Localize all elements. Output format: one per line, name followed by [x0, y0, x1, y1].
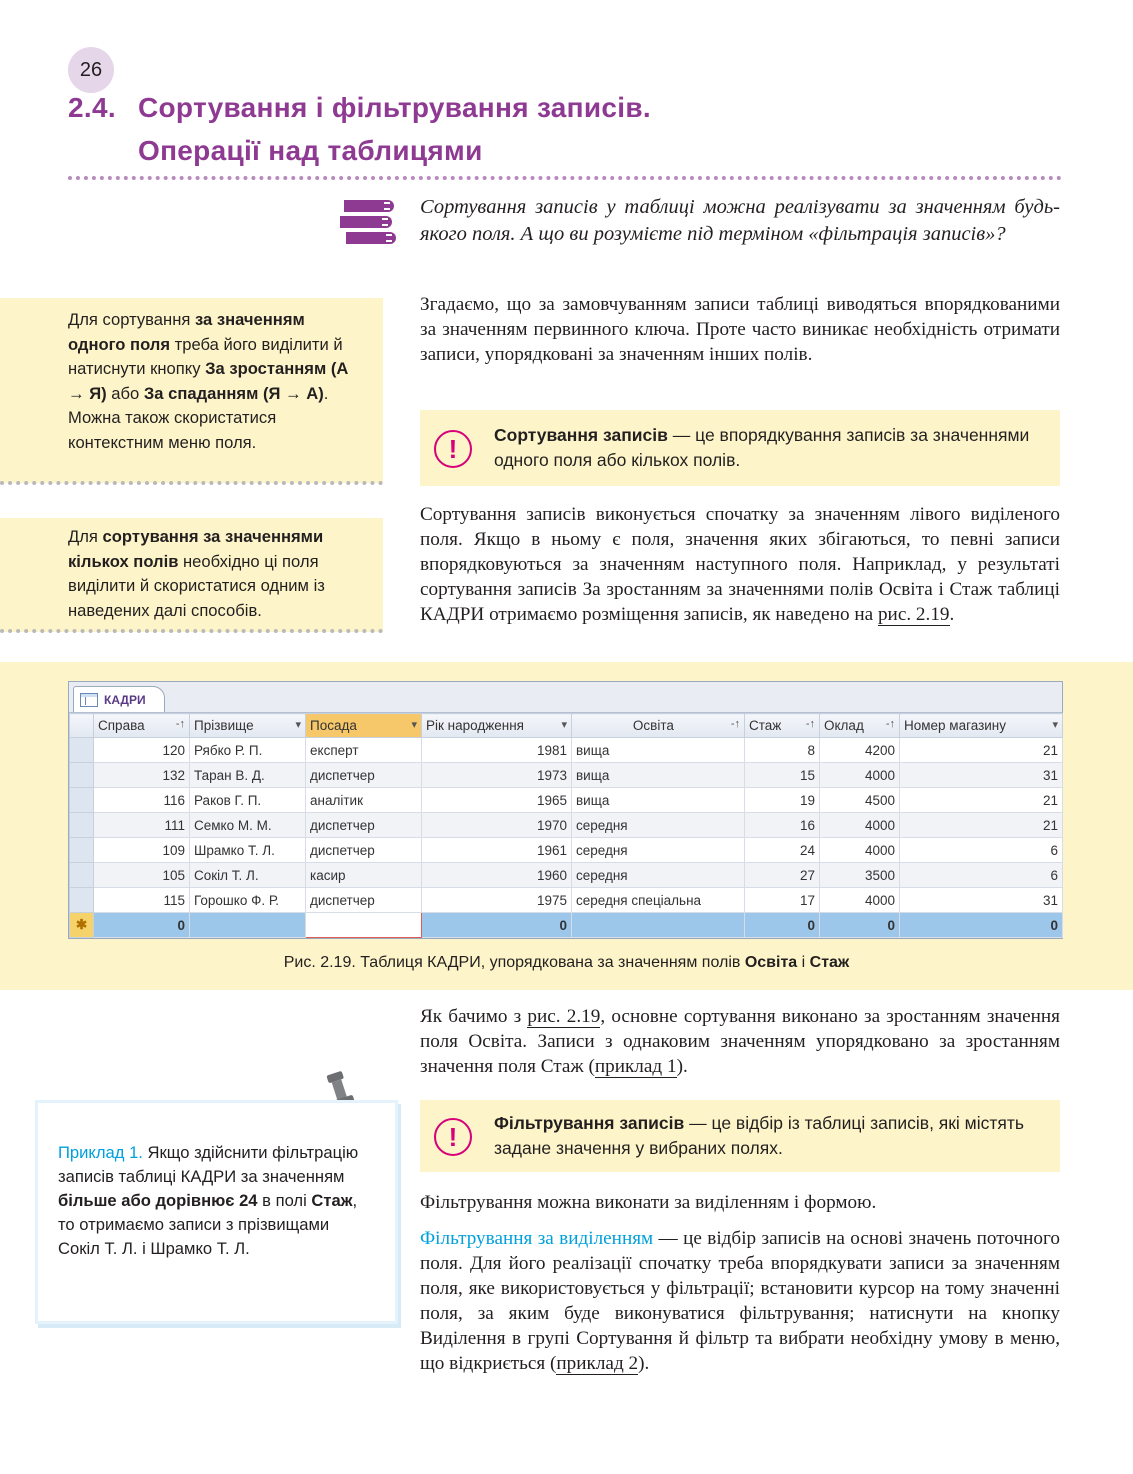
- table-cell[interactable]: 0: [900, 913, 1063, 938]
- table-cell[interactable]: 1981: [422, 738, 572, 763]
- table-cell[interactable]: 1960: [422, 863, 572, 888]
- table-cell[interactable]: диспетчер: [306, 838, 422, 863]
- row-selector[interactable]: [70, 788, 94, 813]
- paragraph-5: Фільтрування за виділенням — це відбір записів на основі значень поточного поля. Для його реалізації спочатку треба впорядкувати записи за значенням поля, яке використовується у фільтрації; встановити курсор на тому значенні поля, за яким буде виконуватися фільтрування; натиснути на кнопку Виділення в групі Сортування й фільтр та вибрати необхідну умову в меню, що відкриється (приклад 2).: [420, 1228, 1061, 1374]
- figure-link-2[interactable]: рис. 2.19: [527, 1006, 601, 1027]
- paragraph-4: Фільтрування можна виконати за виділенням і формою.: [420, 1192, 877, 1213]
- paragraph-3: Як бачимо з рис. 2.19, основне сортування виконано за зростанням значення поля Освіта. Записи з однаковим значенням упорядковано за зростанням значення поля Стаж (приклад 1).: [420, 1006, 1060, 1077]
- table-cell[interactable]: Раков Г. П.: [190, 788, 306, 813]
- table-row[interactable]: [70, 838, 1063, 863]
- column-header-stazh[interactable]: Стаж -↑: [745, 714, 820, 738]
- table-cell[interactable]: середня: [572, 863, 745, 888]
- table-cell[interactable]: експерт: [306, 738, 422, 763]
- table-cell[interactable]: Сокіл Т. Л.: [190, 863, 306, 888]
- table-cell[interactable]: 132: [94, 763, 190, 788]
- table-cell[interactable]: Таран В. Д.: [190, 763, 306, 788]
- definition-filtering: ! Фільтрування записів — це відбір із таблиці записів, які містять задане значення у вибраних полях.: [420, 1100, 1060, 1172]
- column-header-posada[interactable]: Посада ▾: [306, 714, 422, 738]
- section-number: 2.4.: [68, 92, 116, 123]
- row-selector[interactable]: [70, 863, 94, 888]
- page-number: 26: [68, 47, 114, 93]
- table-cell[interactable]: 19: [745, 788, 820, 813]
- table-row[interactable]: [70, 763, 1063, 788]
- table-row[interactable]: [70, 738, 1063, 763]
- table-cell[interactable]: вища: [572, 763, 745, 788]
- row-selector[interactable]: [70, 888, 94, 913]
- table-cell[interactable]: 3500: [820, 863, 900, 888]
- table-row[interactable]: [70, 863, 1063, 888]
- table-row[interactable]: [70, 788, 1063, 813]
- intro-question: Сортування записів у таблиці можна реалізувати за значенням будь-якого поля. А що ви розумієте під терміном «фільтрація записів»?: [420, 196, 1060, 245]
- table-cell[interactable]: 31: [900, 763, 1063, 788]
- example-link-1[interactable]: приклад 1: [594, 1056, 677, 1077]
- table-cell[interactable]: середня: [572, 813, 745, 838]
- table-cell[interactable]: 0: [94, 913, 190, 938]
- tab-kadry[interactable]: [73, 686, 165, 712]
- table-cell[interactable]: 4000: [820, 838, 900, 863]
- example-label: Приклад 1.: [58, 1143, 143, 1162]
- table-cell[interactable]: 4200: [820, 738, 900, 763]
- column-header-oklad[interactable]: Оклад -↑: [820, 714, 900, 738]
- title-divider: [68, 176, 1062, 180]
- row-selector[interactable]: [70, 838, 94, 863]
- table-cell[interactable]: 17: [745, 888, 820, 913]
- table-cell[interactable]: 115: [94, 888, 190, 913]
- table-cell[interactable]: Рябко Р. П.: [190, 738, 306, 763]
- table-row[interactable]: [70, 888, 1063, 913]
- exclamation-icon: !: [434, 1118, 472, 1156]
- section-title-line2: Операції над таблицями: [138, 135, 483, 166]
- table-cell[interactable]: 15: [745, 763, 820, 788]
- table-cell[interactable]: 31: [900, 888, 1063, 913]
- section-title-text1: Сортування і фільтрування записів.: [138, 92, 651, 123]
- exclamation-icon: !: [434, 430, 472, 468]
- table-cell[interactable]: диспетчер: [306, 813, 422, 838]
- side-divider-2: [0, 629, 383, 633]
- table-cell[interactable]: диспетчер: [306, 763, 422, 788]
- table-cell[interactable]: середня: [572, 838, 745, 863]
- column-header-rik-narodzhennia[interactable]: Рік народження ▾: [422, 714, 572, 738]
- paragraph-1: Згадаємо, що за замовчуванням записи таблиці виводяться впорядкованими за значенням первинного ключа. Проте часто виникає необхідність отримати записи, упорядковані за значенням інших полів.: [420, 294, 1060, 365]
- active-cell[interactable]: [306, 913, 422, 938]
- table-cell[interactable]: Шрамко Т. Л.: [190, 838, 306, 863]
- table-cell[interactable]: 109: [94, 838, 190, 863]
- paragraph-2: Сортування записів виконується спочатку за значенням лівого виділеного поля. Якщо в ньому є поля, значення яких збігаються, то певні записи впорядковуються за значенням наступного поля. Наприклад, у результаті сортування записів За зростанням за значеннями полів Освіта і Стаж таблиці КАДРИ отримаємо розміщення записів, як наведено на рис. 2.19.: [420, 504, 1060, 625]
- new-record-row[interactable]: [70, 913, 1063, 938]
- column-header-prizvyshche[interactable]: Прізвище ▾: [190, 714, 306, 738]
- row-selector[interactable]: [70, 813, 94, 838]
- table-cell[interactable]: 1973: [422, 763, 572, 788]
- column-header-osvita[interactable]: Освіта -↑: [572, 714, 745, 738]
- datasheet-grid: [69, 713, 1063, 938]
- table-cell[interactable]: 1970: [422, 813, 572, 838]
- row-selector-header[interactable]: [70, 714, 94, 738]
- table-cell[interactable]: 105: [94, 863, 190, 888]
- table-cell[interactable]: 1965: [422, 788, 572, 813]
- table-icon: [80, 693, 98, 707]
- column-header-nomer-mahazynu[interactable]: Номер магазину ▾: [900, 714, 1063, 738]
- figure-caption: Рис. 2.19. Таблиця КАДРИ, упорядкована за значенням полів Освіта і Стаж: [283, 954, 850, 971]
- table-cell[interactable]: середня спеціальна: [572, 888, 745, 913]
- access-datasheet: [68, 681, 1063, 939]
- table-cell[interactable]: касир: [306, 863, 422, 888]
- table-cell[interactable]: 116: [94, 788, 190, 813]
- table-cell[interactable]: 4000: [820, 763, 900, 788]
- table-cell[interactable]: 120: [94, 738, 190, 763]
- table-cell[interactable]: 27: [745, 863, 820, 888]
- table-cell[interactable]: 16: [745, 813, 820, 838]
- row-selector[interactable]: [70, 763, 94, 788]
- table-cell[interactable]: 111: [94, 813, 190, 838]
- tab-bar: [69, 682, 1062, 713]
- table-cell[interactable]: 24: [745, 838, 820, 863]
- definition-sorting: ! Сортування записів — це впорядкування записів за значеннями одного поля або кількох полів.: [420, 410, 1060, 486]
- table-cell[interactable]: 0: [422, 913, 572, 938]
- side-divider-1: [0, 481, 383, 485]
- books-icon: [338, 194, 398, 250]
- table-cell[interactable]: диспетчер: [306, 888, 422, 913]
- table-cell[interactable]: 21: [900, 738, 1063, 763]
- table-cell[interactable]: Семко М. М.: [190, 813, 306, 838]
- row-selector[interactable]: [70, 738, 94, 763]
- tab-label: КАДРИ: [104, 692, 146, 707]
- table-cell[interactable]: 21: [900, 813, 1063, 838]
- table-cell[interactable]: 21: [900, 788, 1063, 813]
- table-cell[interactable]: вища: [572, 788, 745, 813]
- example-1-card: Приклад 1. Якщо здійснити фільтрацію записів таблиці КАДРИ за значенням більше або дорівнює 24 в полі Стаж, то отримаємо записи з прізвищами Сокіл Т. Л. і Шрамко Т. Л.: [38, 1103, 395, 1321]
- table-cell[interactable]: Горошко Ф. Р.: [190, 888, 306, 913]
- table-cell[interactable]: аналітик: [306, 788, 422, 813]
- example-link-2[interactable]: приклад 2: [556, 1353, 639, 1374]
- table-cell[interactable]: [190, 913, 306, 938]
- table-cell[interactable]: 6: [900, 863, 1063, 888]
- table-cell[interactable]: 1975: [422, 888, 572, 913]
- section-title-line1: [68, 92, 651, 124]
- table-cell[interactable]: вища: [572, 738, 745, 763]
- table-cell[interactable]: 4000: [820, 888, 900, 913]
- table-cell[interactable]: 8: [745, 738, 820, 763]
- table-cell[interactable]: 4000: [820, 813, 900, 838]
- datasheet-body: [70, 738, 1063, 938]
- side-note-sort-multiple-fields: Для сортування за значеннями кількох полів необхідно ці поля виділити й скористатися одним із наведених далі способів.: [0, 518, 383, 632]
- table-cell[interactable]: 4500: [820, 788, 900, 813]
- column-header-sprava[interactable]: Справа -↑: [94, 714, 190, 738]
- table-cell[interactable]: 0: [745, 913, 820, 938]
- table-cell[interactable]: 0: [820, 913, 900, 938]
- term-filter-by-selection: Фільтрування за виділенням: [420, 1228, 654, 1249]
- table-row[interactable]: [70, 813, 1063, 838]
- new-record-marker: ✱: [70, 913, 94, 938]
- figure-link[interactable]: рис. 2.19: [877, 604, 950, 625]
- table-cell[interactable]: [572, 913, 745, 938]
- side-note-sort-one-field: Для сортування за значенням одного поля треба його виділити й натиснути кнопку За зростанням (А → Я) або За спаданням (Я → А). Можна також скористатися контекстним меню поля.: [0, 298, 383, 483]
- header-row: [70, 714, 1063, 738]
- table-cell[interactable]: 1961: [422, 838, 572, 863]
- table-cell[interactable]: 6: [900, 838, 1063, 863]
